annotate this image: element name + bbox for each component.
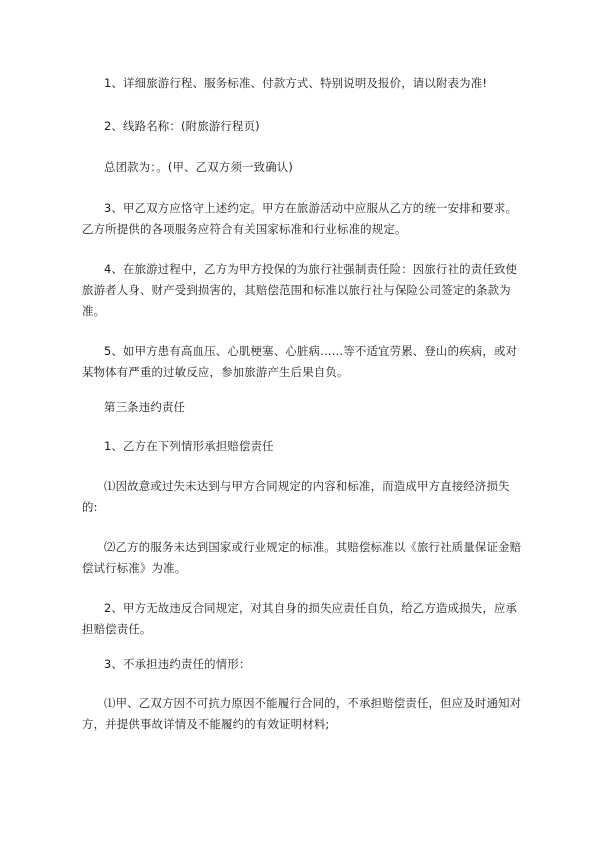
paragraph-clause-4: 4、在旅游过程中，乙方为甲方投保的为旅行社强制责任险：因旅行社的责任致使旅游者人身、财产受到损害的，其赔偿范围和标准以旅行社与保险公司签定的条款为准。 — [82, 262, 518, 318]
paragraph-liability-1-item-2: ⑵乙方的服务未达到国家或行业规定的标准。其赔偿标准以《旅行社质量保证金赔偿试行标准》为准。 — [82, 540, 522, 575]
section-heading-breach: 第三条违约责任 — [104, 400, 186, 414]
paragraph-liability-1-item-1: ⑴因故意或过失未达到与甲方合同规定的内容和标准，而造成甲方直接经济损失的: — [82, 479, 510, 514]
paragraph-liability-1: 1、乙方在下列情形承担赔偿责任 — [104, 439, 274, 453]
paragraph-clause-3: 3、甲乙双方应恪守上述约定。甲方在旅游活动中应服从乙方的统一安排和要求。乙方所提供的各项服务应符合有关国家标准和行业标准的规定。 — [82, 201, 518, 236]
paragraph-route-name: 2、线路名称：(附旅游行程页) — [104, 119, 260, 133]
paragraph-total-fee: 总团款为：。(甲、乙双方须一致确认) — [104, 160, 294, 174]
paragraph-liability-3: 3、不承担违约责任的情形： — [104, 657, 251, 671]
paragraph-clause-5: 5、如甲方患有高血压、心肌梗塞、心脏病……等不适宜劳累、登山的疾病，或对某物体有严重的过敏反应，参加旅游产生后果自负。 — [82, 344, 518, 379]
paragraph-liability-3-item-1: ⑴甲、乙双方因不可抗力原因不能履行合同的，不承担赔偿责任，但应及时通知对方，并提供事故详情及不能履约的有效证明材料; — [82, 696, 522, 731]
paragraph-liability-2: 2、甲方无故违反合同规定，对其自身的损失应责任自负，给乙方造成损失，应承担赔偿责任。 — [82, 601, 518, 636]
paragraph-itinerary-note: 1、详细旅游行程、服务标准、付款方式、特别说明及报价，请以附表为准! — [104, 76, 488, 90]
